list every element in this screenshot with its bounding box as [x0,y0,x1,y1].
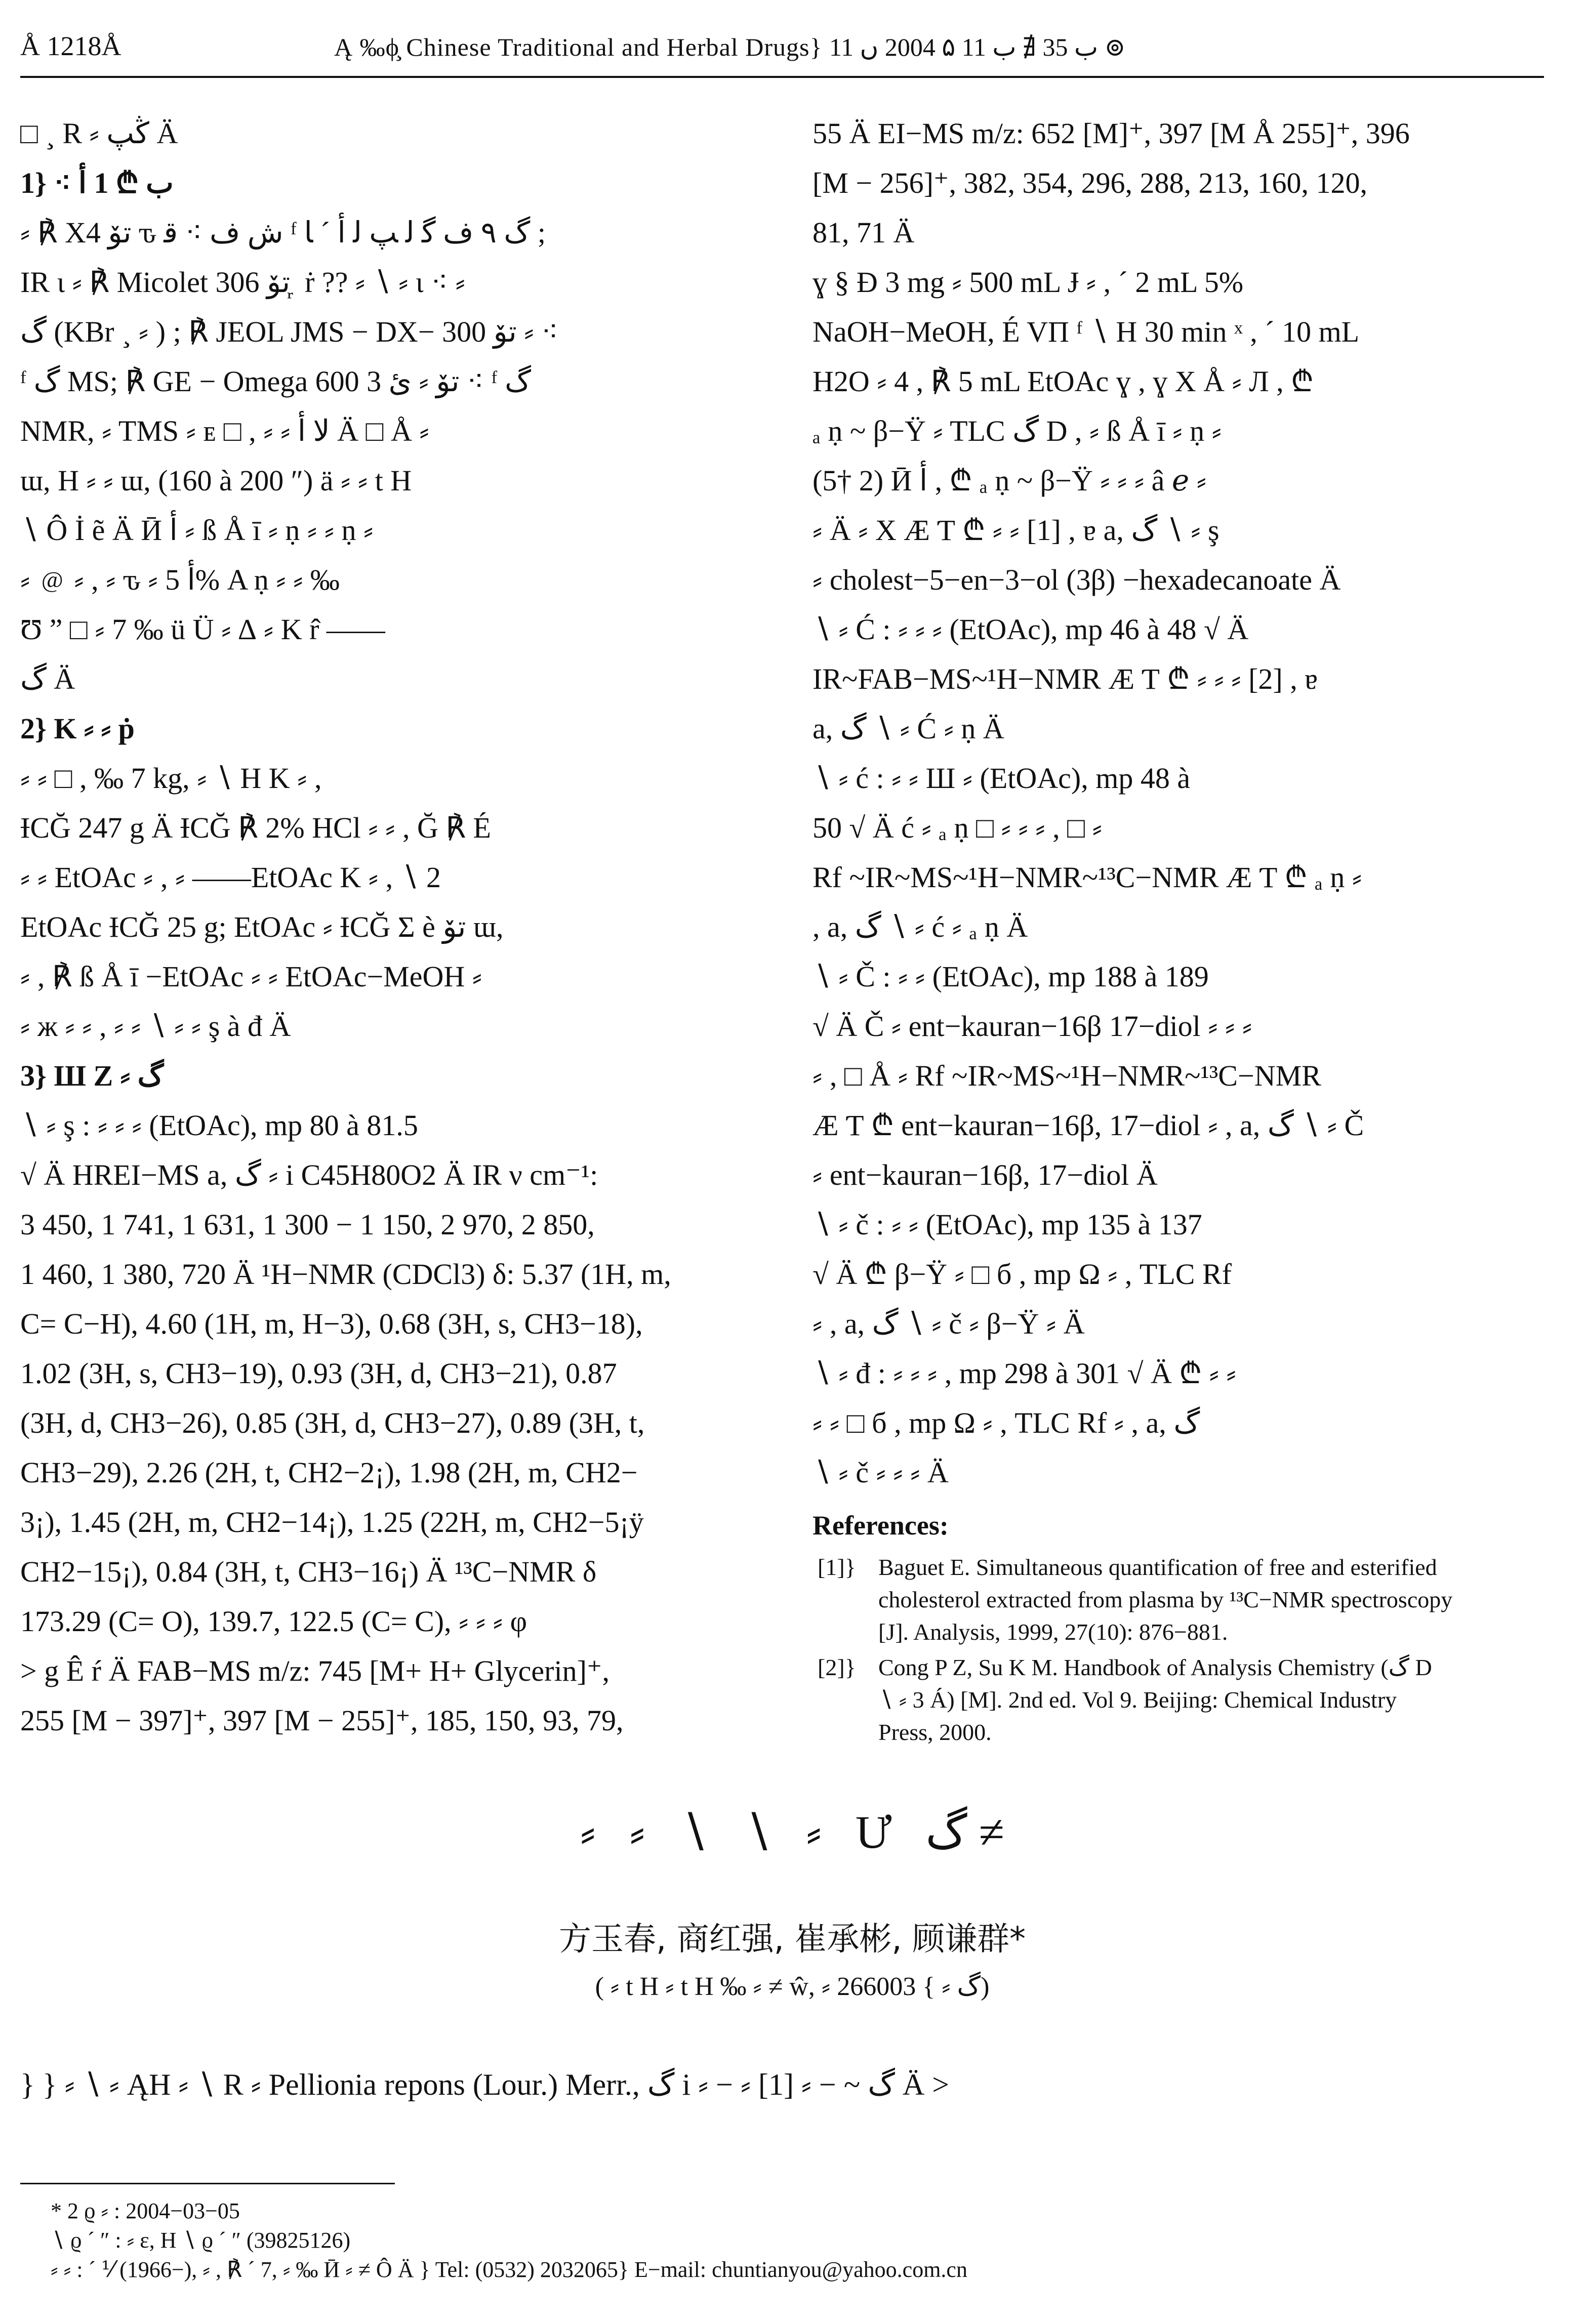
text-line: ﮒ (KBr ¸ ⸗ ) ; ℟ JEOL JMS − DX− 300 تۆ ⸗ ⁖ [20,315,559,348]
left-column [20,109,762,1746]
text-line: ⸗ ﹫ ⸗ , ⸗ ԏ ⸗ ﺃ 5% A ṇ ⸗ ⸗ ‰ [20,563,340,596]
text-line: 55 Ä EI−MS m/z: 652 [M]⁺, 397 [M Å 255]⁺, 396 [812,117,1410,150]
text-line: ₐ ṇ ~ β−Ÿ ⸗ TLC ﮒ D , ⸗ ß Å ī ⸗ ṇ ⸗ [812,414,1222,447]
text-line: Rf ~IR~MS~¹H−NMR~¹³C−NMR Æ Ƭ ₾ ₐ ṇ ⸗ [812,861,1362,894]
article-authors: 方玉春, 商红强, 崔承彬, 顾谦群* [558,1921,1026,1958]
text-line: 173.29 (C= O), 139.7, 122.5 (C= C), ⸗ ⸗ ⸗ φ [20,1605,527,1638]
text-line: 3¡), 1.45 (2H, m, CH2−14¡), 1.25 (22H, m, CH2−5¡ÿ [20,1506,644,1539]
text-line: ⸗ ⸗ □ б , mp Ω ⸗ , TLC Rf ⸗ , a, ﮒ [812,1406,1200,1439]
text-line: CH2−15¡), 0.84 (3H, t, CH3−16¡) Ä ¹³C−NMR δ [20,1555,597,1588]
text-line: ⸗ ℟ X4 تۆ ԏ ش ف ⁖ ﻗ ᶠ ﮒ ٩ ف ﮔ ﻟ ﭗ ﻟ ﺃ ´ ﺎ ; [20,216,546,249]
text-line: √ Ä ₾ β−Ÿ ⸗ □ б , mp Ω ⸗ , TLC Rf [812,1258,1232,1291]
text-line: Æ Ƭ ₾ ent−kauran−16β, 17−diol ⸗ , a, ﮒ ∖ ⸗ Č [812,1109,1364,1142]
text-line: ƗCĞ 247 g Ä ƗCĞ ℟ 2% HCl ⸗ ⸗ , Ğ ℟ É [20,811,491,844]
text-line: (5† 2) Ӣ ﺃ , ₾ ₐ ṇ ~ β−Ÿ ⸗ ⸗ ⸗ â ℯ ⸗ [812,464,1207,497]
text-line: ∖ ⸗ Ć : ⸗ ⸗ ⸗ (EtOAc), mp 46 à 48 √ Ä [812,613,1249,646]
text-line: 81, 71 Ä [812,216,915,249]
references-list [812,1551,1554,1749]
text-line: ⸗ Ä ⸗ X Æ Ƭ ₾ ⸗ ⸗ [1] , ɐ a, ﮒ ∖ ⸗ ş [812,514,1220,547]
text-line: √ Ä Č ⸗ ent−kauran−16β 17−diol ⸗ ⸗ ⸗ [812,1010,1252,1043]
reference-number: [2]} [818,1654,856,1680]
text-line: 1} ⁖ ب ₾ 1 ﺃ [20,167,174,199]
journal-running-head: Ą ‰ϕ̧ Chinese Traditional and Herbal Drugs} ب 35 ∄ ب 11 ۵ 2004 ں 11 ⊚ [334,33,1126,61]
text-line: 2} K ⸗ ⸗ ṗ [20,712,135,745]
header-rule [20,76,1544,78]
page-header [20,25,1544,71]
text-line: > g Ê ŕ Ä FAB−MS m/z: 745 [M+ H+ Glycerin]⁺, [20,1654,610,1687]
footnote-line: ∖ ϱ ´ ″ : ⸗ ε, H ∖ ϱ ´ ″ (39825126) [51,2228,351,2253]
text-line: ⸗ , □ Å ⸗ Rf ~IR~MS~¹H−NMR~¹³C−NMR [812,1059,1321,1092]
text-line: C= C−H), 4.60 (1H, m, H−3), 0.68 (3H, s, CH3−18), [20,1307,643,1340]
text-line: ɣ § Ɖ 3 mg ⸗ 500 mL Ɉ ⸗ , ´ 2 mL 5% [812,266,1244,299]
text-line: ∖ ⸗ Č : ⸗ ⸗ (EtOAc), mp 188 à 189 [812,960,1209,993]
reference-number: [1]} [818,1554,856,1580]
footnote-line: * 2 ϱ ⸗ : 2004−03−05 [51,2198,240,2223]
text-line: ᶠ ﮒ MS; ℟ GE − Omega 600 تۆ ⸗ ئ 3 ⁖ ᶠ ﮒ [20,365,531,398]
reference-line: ∖ ⸗ 3 Á) [M]. 2nd ed. Vol 9. Beijing: Chemical Industry [878,1687,1397,1713]
text-line: 1.02 (3H, s, CH3−19), 0.93 (3H, d, CH3−21), 0.87 [20,1357,617,1390]
article-affiliation: ( ⸗ t H ⸗ t H ‰ ⸗ ≠ ŵ, ⸗ ﮒ ⸗ } 266003) [595,1972,990,2001]
text-line: NaOH−MeOH, É VΠ ᶠ ∖ H 30 min ˣ , ´ 10 mL [812,315,1360,348]
text-line: ⸗ , a, ﮒ ∖ ⸗ č ⸗ β−Ÿ ⸗ Ä [812,1307,1085,1340]
reference-item [812,1551,1554,1648]
text-line: a, ﮒ ∖ ⸗ Ć ⸗ ṇ Ä [812,712,1004,745]
text-line: 50 √ Ä ć ⸗ ₐ ṇ □ ⸗ ⸗ ⸗ , □ ⸗ [812,811,1102,844]
text-line: [M − 256]⁺, 382, 354, 296, 288, 213, 160, 120, [812,167,1368,199]
footnote-line: ⸗ ⸗ : ´ ⅟ (1966−), ⸗ , ℟ ´ 7, ⸗ ‰ Ӣ ⸗ ≠ Ô Ä } Tel: (0532) 2032065} E−mail: chuntianyou@yahoo.com.cn [51,2257,967,2282]
article-title: ⸗ ⸗ ∖ ∖ ⸗ Ư ﮒ ≠ [580,1806,1005,1858]
text-line: H2O ⸗ 4 , ℟ 5 mL EtOAc ɣ , ɣ X Å ⸗ Л , ₾ [812,365,1314,398]
text-line: IR ι ⸗ ℟ Micolet 306 تۆ ᷊ ṙ ?? ⸗ ∖ ⸗ ι ⁖ ⸗ [20,266,465,299]
reference-line: [J]. Analysis, 1999, 27(10): 876−881. [878,1619,1228,1645]
text-line: 1 460, 1 380, 720 Ä ¹H−NMR (CDCl3) δ: 5.37 (1H, m, [20,1258,671,1291]
text-line: Ʊ ” □ ⸗ 7 ‰ ü Ü ⸗ ∆ ⸗ K r̂ —— [20,613,385,646]
reference-line: Press, 2000. [878,1719,992,1745]
next-article [20,1802,1564,2107]
text-line: CH3−29), 2.26 (2H, t, CH2−2¡), 1.98 (2H, m, CH2− [20,1456,638,1489]
footnotes [51,2196,1544,2285]
text-line: ∖ ⸗ ş : ⸗ ⸗ ⸗ (EtOAc), mp 80 à 81.5 [20,1109,418,1142]
references-heading: References: [812,1510,949,1541]
text-line: ∖ ⸗ ć : ⸗ ⸗ Ш ⸗ (EtOAc), mp 48 à [812,762,1191,795]
right-column-body [812,109,1554,1498]
text-line: ∖ ⸗ č : ⸗ ⸗ (EtOAc), mp 135 à 137 [812,1208,1202,1241]
text-line: 3} Ш Z ⸗ ﮒ [20,1059,164,1092]
text-line: ⸗ , ℟ ß Å ī −EtOAc ⸗ ⸗ EtOAc−MeOH ⸗ [20,960,482,993]
right-column [812,109,1554,1749]
text-line: ɯ, H ⸗ ⸗ ɯ, (160 à 200 ″) ä ⸗ ⸗ t H [20,464,412,497]
text-line: ∖ ⸗ č ⸗ ⸗ ⸗ Ä [812,1456,949,1489]
text-line: , a, ﮒ ∖ ⸗ ć ⸗ ₐ ṇ Ä [812,910,1028,943]
text-line: EtOAc ƗCĞ 25 g; EtOAc ⸗ ƗCĞ Σ è تۆ ɯ, [20,910,504,943]
reference-line: Baguet E. Simultaneous quantification of free and esterified [878,1554,1437,1580]
reference-line: cholesterol extracted from plasma by ¹³C−NMR spectroscopy [878,1587,1453,1612]
text-line: □ ¸ R ⸗ ڭپ Ä [20,117,178,150]
text-line: √ Ä HREI−MS a, ﮒ ⸗ i C45H80O2 Ä IR ν cm⁻¹: [20,1158,598,1191]
text-line: ⸗ cholest−5−en−3−ol (3β) −hexadecanoate Ä [812,563,1341,596]
text-line: ∖ Ô İ ẽ Ä Ӣ ﺃ ⸗ ß Å ī ⸗ ṇ ⸗ ⸗ ṇ ⸗ [20,514,374,547]
text-line: ⸗ ⸗ EtOAc ⸗ , ⸗ ——EtOAc K ⸗ , ∖ 2 [20,861,441,894]
text-line: ∖ ⸗ đ : ⸗ ⸗ ⸗ , mp 298 à 301 √ Ä ₾ ⸗ ⸗ [812,1357,1236,1390]
reference-line: Cong P Z, Su K M. Handbook of Analysis Chemistry (ﮒ D [878,1654,1432,1680]
text-line: ⸗ ж ⸗ ⸗ , ⸗ ⸗ ∖ ⸗ ⸗ ş à đ Ä [20,1010,291,1043]
footnote-rule [20,2183,395,2184]
text-line: 3 450, 1 741, 1 631, 1 300 − 1 150, 2 970, 2 850, [20,1208,595,1241]
article-opening-line: } } ⸗ ∖ ⸗ ĄH ⸗ ∖ R ⸗ Pellionia repons (Lour.) Merr., ﮒ i ⸗ − ⸗ ﮒ ~ − ⸗ [1] Ä > [20,2068,950,2101]
text-line: 255 [M − 397]⁺, 397 [M − 255]⁺, 185, 150, 93, 79, [20,1704,624,1737]
text-line: ⸗ ent−kauran−16β, 17−diol Ä [812,1158,1158,1191]
text-line: (3H, d, CH3−26), 0.85 (3H, d, CH3−27), 0.89 (3H, t, [20,1406,645,1439]
text-line: IR~FAB−MS~¹H−NMR Æ Ƭ ₾ ⸗ ⸗ ⸗ [2] , ɐ [812,662,1318,695]
text-line: ﮒ Ä [20,662,75,695]
page-number: Å 1218Å [20,31,121,61]
text-line: NMR, ⸗ TMS ⸗ ᴇ □ , ⸗ ⸗ ﻻ ﺃ Ä □ Å ⸗ [20,414,429,447]
reference-item [812,1651,1554,1749]
text-line: ⸗ ⸗ □ , ‰ 7 kg, ⸗ ∖ H K ⸗ , [20,762,322,795]
